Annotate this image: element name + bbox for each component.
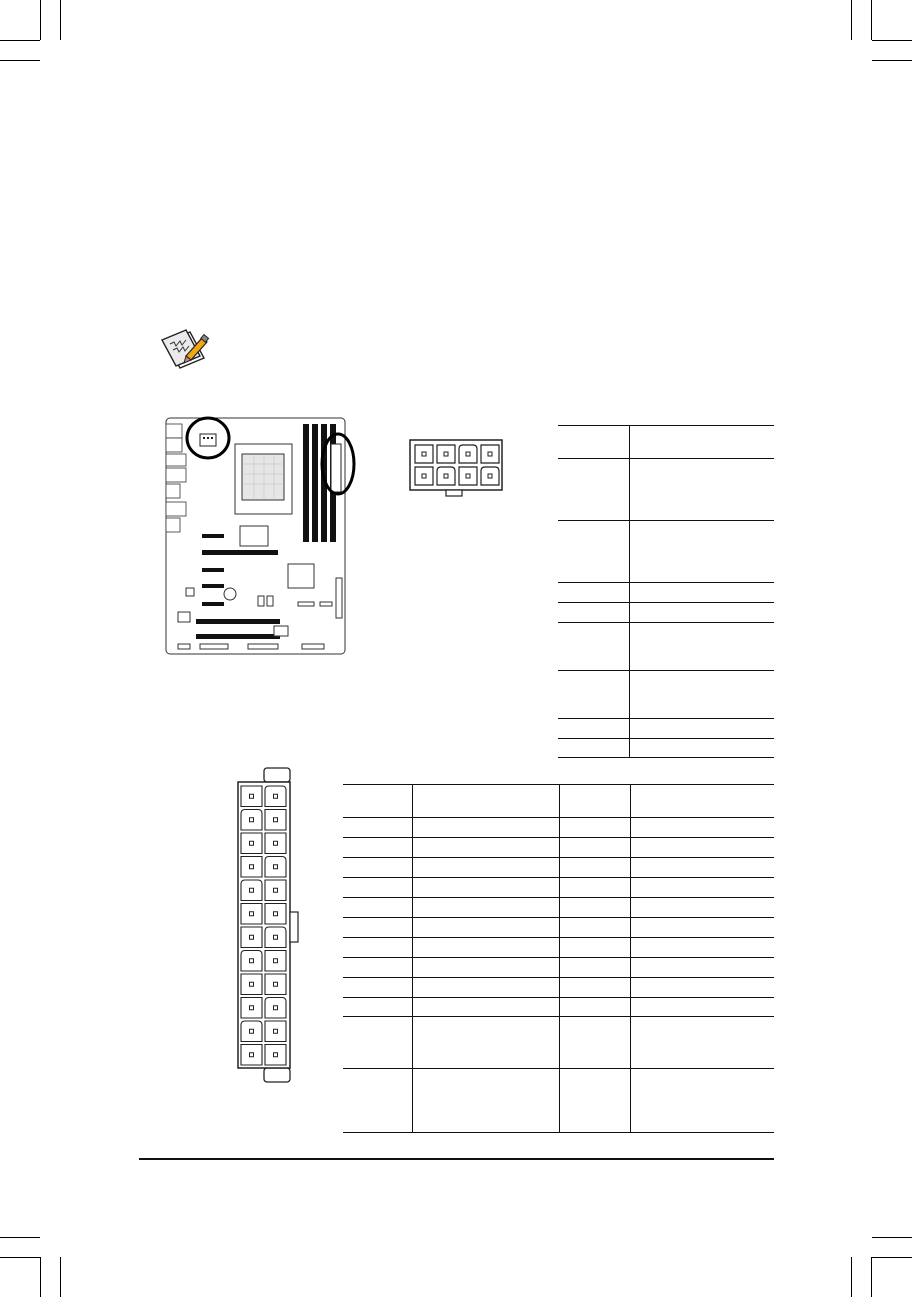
pin-contact xyxy=(274,935,278,939)
pin-table-24pin xyxy=(343,784,774,1133)
table-header-definition-1 xyxy=(413,785,560,818)
pin-contact xyxy=(250,959,254,963)
footer-rule xyxy=(139,1158,774,1160)
table-row xyxy=(558,603,774,623)
pin-contact xyxy=(250,888,254,892)
pin-contact xyxy=(274,982,278,986)
motherboard-diagram xyxy=(160,414,360,658)
pin-contact xyxy=(274,1029,278,1033)
pin-contact xyxy=(274,841,278,845)
pin-contact xyxy=(274,1053,278,1057)
table-row xyxy=(343,878,774,898)
pin-contact xyxy=(274,888,278,892)
table-row xyxy=(558,671,774,719)
table-row xyxy=(558,583,774,603)
pin-contact xyxy=(250,1053,254,1057)
table-row xyxy=(343,958,774,978)
pin-contact xyxy=(250,818,254,822)
pin-contact xyxy=(250,912,254,916)
table-header-definition xyxy=(630,426,775,459)
pin-contact xyxy=(250,841,254,845)
pin-contact xyxy=(250,794,254,798)
connector-24pin-diagram xyxy=(234,766,304,1084)
table-header-definition-2 xyxy=(631,785,775,818)
table-header-pin-no-2 xyxy=(560,785,631,818)
table-row xyxy=(343,818,774,838)
table-row xyxy=(558,739,774,758)
pin-contact xyxy=(274,794,278,798)
table-row xyxy=(343,858,774,878)
pin-contact xyxy=(250,865,254,869)
pin-contact xyxy=(250,1029,254,1033)
pin-contact xyxy=(250,935,254,939)
table-row xyxy=(343,918,774,938)
pin-contact xyxy=(250,982,254,986)
note-pencil-icon xyxy=(160,328,210,372)
pin-table-8pin xyxy=(558,425,774,758)
pin-contact xyxy=(274,865,278,869)
pin-contact xyxy=(250,1006,254,1010)
table-row xyxy=(343,978,774,998)
pin-contact xyxy=(274,912,278,916)
connector-8pin-diagram xyxy=(408,438,504,498)
table-row xyxy=(343,998,774,1017)
table-row xyxy=(343,898,774,918)
pin-contact xyxy=(274,959,278,963)
table-row xyxy=(343,1017,774,1069)
table-header-pin-no xyxy=(558,426,630,459)
table-row xyxy=(558,459,774,521)
table-row xyxy=(343,838,774,858)
table-row xyxy=(558,521,774,583)
pin-contact xyxy=(274,818,278,822)
pin-contact xyxy=(274,1006,278,1010)
table-row xyxy=(343,938,774,958)
table-header-pin-no-1 xyxy=(343,785,413,818)
table-row xyxy=(558,623,774,671)
table-row xyxy=(558,719,774,739)
table-row xyxy=(343,1069,774,1133)
